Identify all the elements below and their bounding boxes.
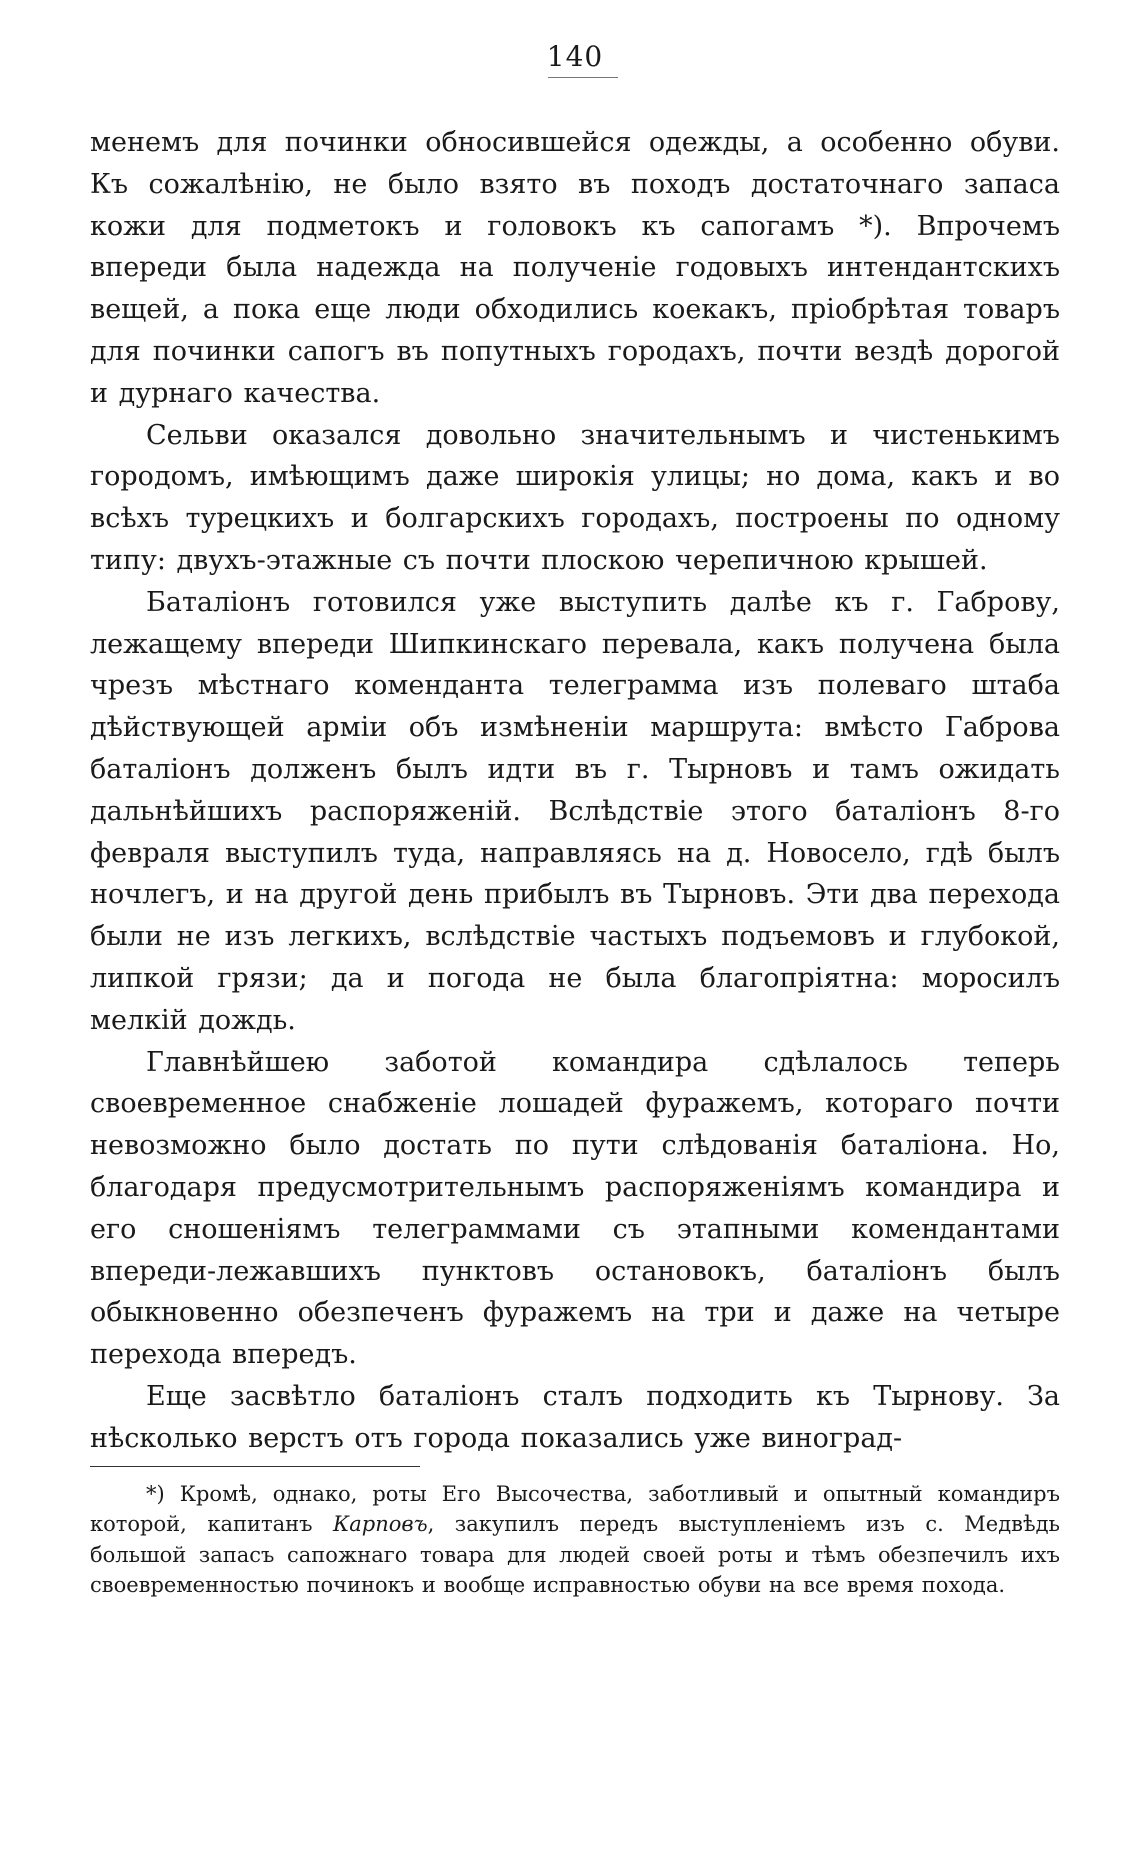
paragraph-2: Сельви оказался довольно значительнымъ и чистенькимъ городомъ, имѣющимъ даже широкія улицы; но дома, какъ и во всѣхъ турецкихъ и болгарскихъ городахъ, построены по одному типу: двухъ-этажные съ почти плоскою черепичною крышей.: [90, 419, 1060, 576]
book-page: [90, 40, 1060, 1601]
paragraph-3: Баталіонъ готовился уже выступить далѣе къ г. Габрову, лежащему впереди Шипкинскаго перевала, какъ получена была чрезъ мѣстнаго коменданта телеграмма изъ полеваго штаба дѣйствующей арміи объ измѣненіи маршрута: вмѣсто Габрова баталіонъ долженъ былъ идти въ г. Тырновъ и тамъ ожидать дальнѣйшихъ распоряженій. Вслѣдствіе этого баталіонъ 8-го февраля выступилъ туда, направляясь на д. Новосело, гдѣ былъ ночлегъ, и на другой день прибылъ въ Тырновъ. Эти два перехода были не изъ легкихъ, вслѣдствіе частыхъ подъемовъ и глубокой, липкой грязи; да и погода не была благопріятна: моросилъ мелкій дождь.: [90, 586, 1060, 1036]
page-number: [90, 40, 1060, 78]
footnote-divider: [90, 1466, 420, 1467]
body-text: [90, 122, 1060, 1460]
footnote-text-start: *) Кромѣ, однако, роты Его Высочества, заботливый и опытный командиръ которой, капитанъ: [90, 1481, 1060, 1537]
paragraph-5: Еще засвѣтло баталіонъ сталъ подходить къ Тырнову. За нѣсколько верстъ отъ города показались уже виноград-: [90, 1380, 1060, 1454]
footnote: [90, 1479, 1060, 1601]
paragraph-4: Главнѣйшею заботой командира сдѣлалось теперь своевременное снабженіе лошадей фуражемъ, котораго почти невозможно было достать по пути слѣдованія баталіона. Но, благодаря предусмотрительнымъ распоряженіямъ командира и его сношеніямъ телеграммами съ этапными комендантами впереди-лежавшихъ пунктовъ остановокъ, баталіонъ былъ обыкновенно обезпеченъ фуражемъ на три и даже на четыре перехода впередъ.: [90, 1046, 1060, 1371]
paragraph-1: менемъ для починки обносившейся одежды, а особенно обуви. Къ сожалѣнію, не было взято въ походъ достаточнаго запаса кожи для подметокъ и головокъ къ сапогамъ *). Впрочемъ впереди была надежда на полученіе годовыхъ интендантскихъ вещей, а пока еще люди обходились коекакъ, пріобрѣтая товаръ для починки сапогъ въ попутныхъ городахъ, почти вездѣ дорогой и дурнаго качества.: [90, 127, 1060, 409]
footnote-name-italic: Карповъ: [332, 1512, 428, 1537]
footnote-text-end: , закупилъ передъ выступленіемъ изъ с. Медвѣдь большой запасъ сапожнаго товара для людей своей роты и тѣмъ обезпечилъ ихъ своевременностью починокъ и вообще исправностью обуви на все время похода.: [90, 1512, 1060, 1598]
page-number-text: 140: [546, 40, 604, 73]
page-number-rule: [548, 77, 618, 78]
